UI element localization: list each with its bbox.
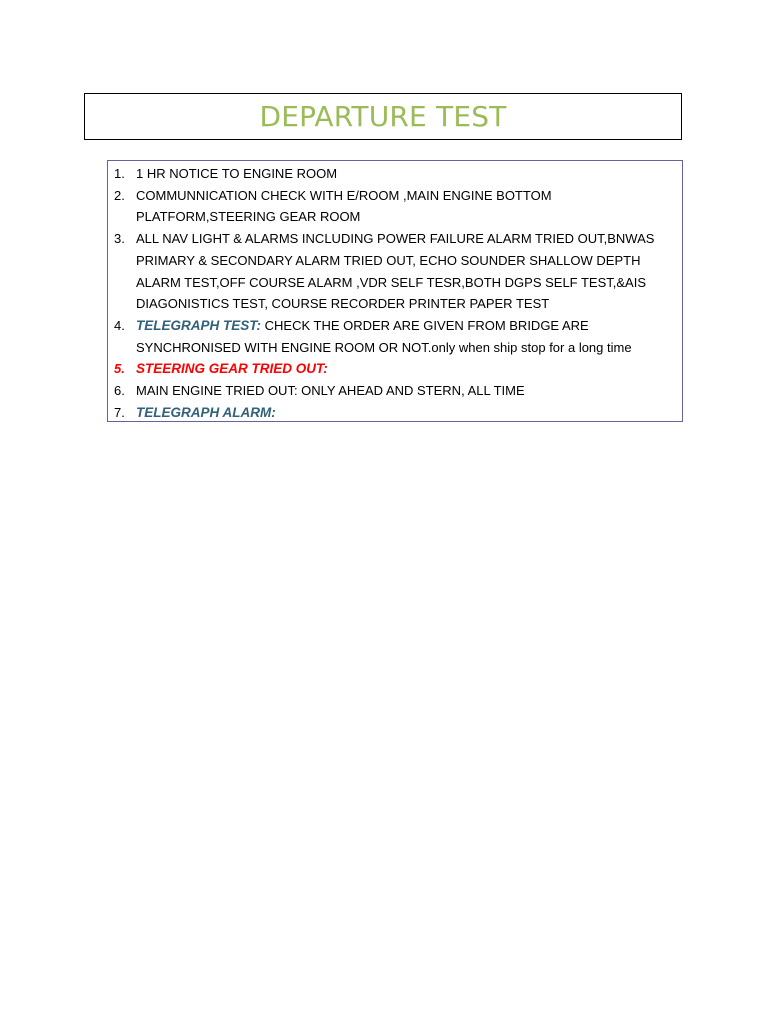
list-item-number: 2.	[114, 187, 125, 203]
list-item-4	[108, 315, 682, 358]
list-item-lead: STEERING GEAR TRIED OUT:	[136, 361, 328, 377]
list-item-number: 6.	[114, 383, 125, 399]
list-item-text: 1 HR NOTICE TO ENGINE ROOM	[136, 166, 338, 181]
list-item-lead: TELEGRAPH ALARM:	[136, 404, 276, 420]
list-item-7	[108, 402, 682, 424]
list-item-5	[108, 358, 682, 380]
list-item-2	[108, 185, 682, 228]
list-item-text: MAIN ENGINE TRIED OUT: ONLY AHEAD AND STERN, ALL TIME	[136, 383, 525, 399]
list-item-text: CHECK THE ORDER ARE GIVEN FROM BRIDGE ARE SYNCHRONISED WITH ENGINE ROOM OR NOT.only when ship stop for a long time	[136, 317, 632, 355]
list-item-text: COMMUNNICATION CHECK WITH E/ROOM ,MAIN ENGINE BOTTOM PLATFORM,STEERING GEAR ROOM	[136, 187, 552, 225]
list-item-lead: TELEGRAPH TEST:	[136, 317, 262, 333]
list-item-6	[108, 380, 682, 402]
list-item-number: 7.	[114, 404, 125, 420]
list-item-number: 3.	[114, 231, 125, 247]
list-item-1	[108, 163, 682, 185]
list-item-number: 5.	[114, 361, 125, 377]
list-item-number: 1.	[114, 166, 125, 181]
list-item-number: 4.	[114, 317, 125, 333]
list-item-text: ALL NAV LIGHT & ALARMS INCLUDING POWER FAILURE ALARM TRIED OUT,BNWAS PRIMARY & SECONDARY ALARM TRIED OUT, ECHO SOUNDER SHALLOW DEPTH ALARM TEST,OFF COURSE ALARM ,VDR SELF TESR,BOTH DGPS SELF TEST,&AIS DIAGONISTICS TEST, COURSE RECORDER PRINTER PAPER TEST	[136, 231, 655, 312]
list-item-3	[108, 228, 682, 315]
document-title: DEPARTURE TEST	[259, 100, 507, 133]
checklist-box	[107, 160, 683, 422]
title-box	[84, 93, 682, 140]
